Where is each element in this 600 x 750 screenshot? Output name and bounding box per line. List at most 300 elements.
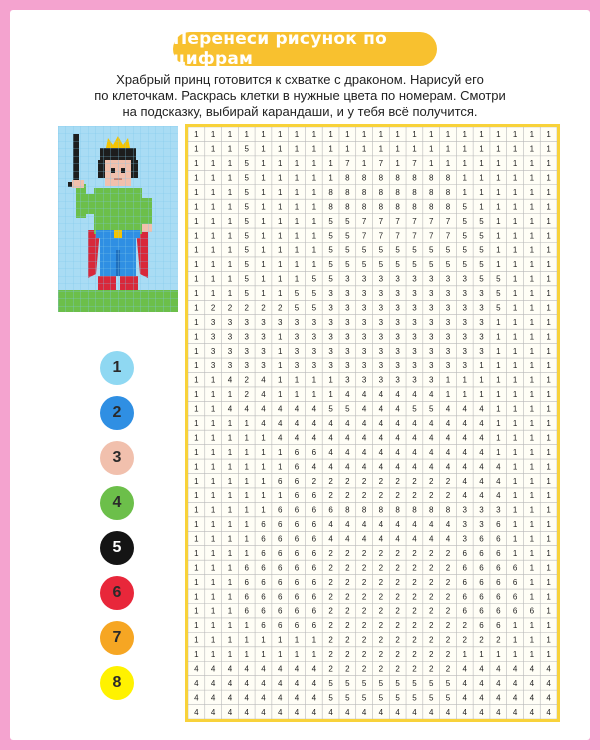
grid-cell[interactable]: 3 [294, 332, 300, 342]
grid-cell[interactable]: 6 [496, 621, 501, 631]
grid-cell[interactable]: 1 [278, 130, 283, 140]
grid-cell[interactable]: 3 [412, 317, 417, 327]
grid-cell[interactable]: 4 [428, 534, 434, 544]
grid-cell[interactable]: 4 [496, 476, 501, 486]
grid-cell[interactable]: 2 [378, 491, 384, 501]
grid-cell[interactable]: 4 [227, 693, 233, 703]
grid-cell[interactable]: 6 [261, 577, 266, 587]
grid-cell[interactable]: 1 [512, 303, 518, 313]
grid-cell[interactable]: 1 [210, 187, 216, 197]
grid-cell[interactable]: 1 [210, 534, 216, 544]
grid-cell[interactable]: 8 [445, 173, 451, 183]
grid-cell[interactable]: 1 [261, 476, 266, 486]
grid-cell[interactable]: 4 [546, 664, 551, 674]
grid-cell[interactable]: 5 [328, 404, 333, 414]
grid-cell[interactable]: 1 [294, 187, 300, 197]
grid-cell[interactable]: 1 [278, 361, 283, 371]
grid-cell[interactable]: 6 [278, 621, 283, 631]
grid-cell[interactable]: 1 [194, 130, 199, 140]
grid-cell[interactable]: 1 [328, 159, 333, 169]
grid-cell[interactable]: 4 [395, 404, 400, 414]
grid-cell[interactable]: 2 [479, 635, 484, 645]
grid-cell[interactable]: 1 [496, 390, 501, 400]
grid-cell[interactable]: 2 [412, 621, 417, 631]
grid-cell[interactable]: 1 [496, 650, 501, 660]
grid-cell[interactable]: 1 [512, 462, 518, 472]
grid-cell[interactable]: 4 [395, 447, 400, 457]
grid-cell[interactable]: 3 [361, 303, 367, 313]
grid-cell[interactable]: 1 [546, 534, 551, 544]
grid-cell[interactable]: 1 [512, 390, 518, 400]
grid-cell[interactable]: 4 [462, 462, 467, 472]
grid-cell[interactable]: 8 [378, 202, 384, 212]
grid-cell[interactable]: 1 [529, 144, 535, 154]
grid-cell[interactable]: 1 [194, 231, 199, 241]
grid-cell[interactable]: 5 [328, 231, 333, 241]
grid-cell[interactable]: 3 [479, 505, 484, 515]
grid-cell[interactable]: 1 [210, 476, 216, 486]
grid-cell[interactable]: 3 [345, 332, 350, 342]
grid-cell[interactable]: 1 [194, 650, 199, 660]
grid-cell[interactable]: 4 [311, 678, 317, 688]
grid-cell[interactable]: 1 [294, 216, 300, 226]
grid-cell[interactable]: 2 [361, 491, 367, 501]
grid-cell[interactable]: 1 [311, 260, 317, 270]
grid-cell[interactable]: 3 [244, 332, 249, 342]
grid-cell[interactable]: 1 [227, 130, 233, 140]
grid-cell[interactable]: 1 [261, 650, 266, 660]
grid-cell[interactable]: 2 [244, 303, 249, 313]
grid-cell[interactable]: 4 [412, 707, 417, 717]
grid-cell[interactable]: 8 [395, 202, 400, 212]
grid-cell[interactable]: 1 [210, 650, 216, 660]
grid-cell[interactable]: 1 [244, 505, 249, 515]
grid-cell[interactable]: 3 [328, 346, 333, 356]
grid-cell[interactable]: 6 [479, 606, 484, 616]
grid-cell[interactable]: 2 [278, 303, 283, 313]
grid-cell[interactable]: 3 [361, 274, 367, 284]
grid-cell[interactable]: 5 [244, 187, 249, 197]
grid-cell[interactable]: 6 [294, 447, 300, 457]
grid-cell[interactable]: 6 [479, 621, 484, 631]
grid-cell[interactable]: 7 [412, 216, 417, 226]
grid-cell[interactable]: 6 [496, 577, 501, 587]
grid-cell[interactable]: 5 [244, 245, 249, 255]
grid-cell[interactable]: 5 [412, 693, 417, 703]
grid-cell[interactable]: 1 [227, 245, 233, 255]
grid-cell[interactable]: 4 [378, 707, 384, 717]
grid-cell[interactable]: 8 [345, 505, 350, 515]
grid-cell[interactable]: 1 [512, 534, 518, 544]
grid-cell[interactable]: 4 [345, 520, 350, 530]
grid-cell[interactable]: 4 [278, 419, 283, 428]
grid-cell[interactable]: 2 [210, 303, 216, 313]
grid-cell[interactable]: 4 [210, 707, 216, 717]
grid-cell[interactable]: 1 [261, 505, 266, 515]
grid-cell[interactable]: 4 [227, 404, 233, 414]
grid-cell[interactable]: 1 [512, 361, 518, 371]
grid-cell[interactable]: 1 [512, 375, 518, 385]
grid-cell[interactable]: 1 [227, 548, 233, 558]
grid-cell[interactable]: 1 [462, 650, 467, 660]
grid-cell[interactable]: 1 [546, 505, 551, 515]
grid-cell[interactable]: 1 [194, 173, 199, 183]
grid-cell[interactable]: 1 [529, 462, 535, 472]
grid-cell[interactable]: 3 [496, 505, 501, 515]
grid-cell[interactable]: 1 [529, 332, 535, 342]
grid-cell[interactable]: 1 [227, 592, 233, 602]
grid-cell[interactable]: 1 [412, 144, 417, 154]
grid-cell[interactable]: 1 [210, 173, 216, 183]
grid-cell[interactable]: 1 [244, 650, 249, 660]
grid-cell[interactable]: 4 [428, 447, 434, 457]
grid-cell[interactable]: 1 [194, 606, 199, 616]
grid-cell[interactable]: 4 [328, 433, 333, 443]
grid-cell[interactable]: 1 [546, 592, 551, 602]
grid-cell[interactable]: 3 [412, 274, 417, 284]
grid-cell[interactable]: 2 [244, 390, 249, 400]
grid-cell[interactable]: 2 [412, 664, 417, 674]
grid-cell[interactable]: 6 [294, 563, 300, 573]
grid-cell[interactable]: 2 [428, 635, 434, 645]
grid-cell[interactable]: 3 [462, 505, 467, 515]
grid-cell[interactable]: 6 [278, 606, 283, 616]
grid-cell[interactable]: 4 [210, 664, 216, 674]
grid-cell[interactable]: 6 [261, 520, 266, 530]
grid-cell[interactable]: 1 [529, 245, 535, 255]
grid-cell[interactable]: 3 [428, 361, 434, 371]
grid-cell[interactable]: 3 [428, 317, 434, 327]
grid-cell[interactable]: 4 [361, 447, 367, 457]
grid-cell[interactable]: 1 [512, 548, 518, 558]
grid-cell[interactable]: 4 [194, 664, 199, 674]
grid-cell[interactable]: 3 [311, 317, 317, 327]
grid-cell[interactable]: 5 [479, 231, 484, 241]
grid-cell[interactable]: 1 [194, 520, 199, 530]
grid-cell[interactable]: 6 [294, 520, 300, 530]
grid-cell[interactable]: 2 [395, 548, 400, 558]
grid-cell[interactable]: 1 [546, 346, 551, 356]
grid-cell[interactable]: 1 [311, 130, 317, 140]
grid-cell[interactable]: 1 [194, 216, 199, 226]
grid-cell[interactable]: 4 [445, 419, 451, 428]
grid-cell[interactable]: 3 [462, 303, 467, 313]
grid-cell[interactable]: 1 [311, 650, 317, 660]
grid-cell[interactable]: 1 [529, 447, 535, 457]
grid-cell[interactable]: 1 [278, 491, 283, 501]
grid-cell[interactable]: 4 [512, 707, 518, 717]
grid-cell[interactable]: 2 [378, 548, 384, 558]
grid-cell[interactable]: 4 [479, 462, 484, 472]
grid-cell[interactable]: 3 [462, 274, 467, 284]
grid-cell[interactable]: 4 [194, 707, 199, 717]
grid-cell[interactable]: 1 [496, 404, 501, 414]
grid-cell[interactable]: 1 [529, 346, 535, 356]
grid-cell[interactable]: 3 [462, 332, 467, 342]
grid-cell[interactable]: 1 [210, 404, 216, 414]
grid-cell[interactable]: 3 [345, 361, 350, 371]
grid-cell[interactable]: 1 [227, 159, 233, 169]
grid-cell[interactable]: 6 [294, 476, 300, 486]
grid-cell[interactable]: 4 [378, 520, 384, 530]
grid-cell[interactable]: 1 [278, 346, 283, 356]
grid-cell[interactable]: 3 [479, 346, 484, 356]
grid-cell[interactable]: 1 [210, 130, 216, 140]
grid-cell[interactable]: 4 [479, 419, 484, 428]
grid-cell[interactable]: 5 [395, 260, 400, 270]
grid-cell[interactable]: 4 [395, 462, 400, 472]
grid-cell[interactable]: 3 [378, 361, 384, 371]
grid-cell[interactable]: 5 [462, 231, 467, 241]
grid-cell[interactable]: 1 [311, 144, 317, 154]
grid-cell[interactable]: 5 [412, 245, 417, 255]
grid-cell[interactable]: 1 [546, 491, 551, 501]
grid-cell[interactable]: 1 [479, 144, 484, 154]
grid-cell[interactable]: 2 [445, 606, 451, 616]
grid-cell[interactable]: 3 [210, 346, 216, 356]
grid-cell[interactable]: 3 [395, 303, 400, 313]
grid-cell[interactable]: 6 [294, 491, 300, 501]
grid-cell[interactable]: 3 [345, 317, 350, 327]
grid-cell[interactable]: 4 [261, 419, 266, 428]
grid-cell[interactable]: 1 [294, 635, 300, 645]
grid-cell[interactable]: 1 [194, 274, 199, 284]
grid-cell[interactable]: 6 [496, 592, 501, 602]
grid-cell[interactable]: 1 [227, 216, 233, 226]
grid-cell[interactable]: 4 [412, 534, 417, 544]
grid-cell[interactable]: 6 [496, 548, 501, 558]
grid-cell[interactable]: 1 [261, 462, 266, 472]
grid-cell[interactable]: 1 [529, 202, 535, 212]
grid-cell[interactable]: 6 [278, 505, 283, 515]
grid-cell[interactable]: 6 [496, 563, 501, 573]
grid-cell[interactable]: 2 [462, 635, 467, 645]
grid-cell[interactable]: 2 [395, 577, 400, 587]
grid-cell[interactable]: 4 [244, 693, 249, 703]
grid-cell[interactable]: 1 [210, 260, 216, 270]
grid-cell[interactable]: 1 [529, 491, 535, 501]
grid-cell[interactable]: 5 [244, 260, 249, 270]
grid-cell[interactable]: 1 [278, 202, 283, 212]
grid-cell[interactable]: 2 [428, 592, 434, 602]
grid-cell[interactable]: 1 [496, 173, 501, 183]
grid-cell[interactable]: 5 [445, 245, 451, 255]
grid-cell[interactable]: 1 [512, 332, 518, 342]
grid-cell[interactable]: 1 [529, 390, 535, 400]
grid-cell[interactable]: 2 [496, 635, 501, 645]
grid-cell[interactable]: 6 [278, 592, 283, 602]
grid-cell[interactable]: 7 [412, 159, 417, 169]
grid-cell[interactable]: 1 [194, 289, 199, 299]
grid-cell[interactable]: 1 [278, 462, 283, 472]
grid-cell[interactable]: 1 [479, 390, 484, 400]
grid-cell[interactable]: 1 [546, 462, 551, 472]
grid-cell[interactable]: 1 [395, 144, 400, 154]
grid-cell[interactable]: 5 [361, 693, 367, 703]
grid-cell[interactable]: 6 [294, 548, 300, 558]
grid-cell[interactable]: 4 [294, 419, 300, 428]
grid-cell[interactable]: 1 [210, 462, 216, 472]
grid-cell[interactable]: 3 [328, 361, 333, 371]
grid-cell[interactable]: 6 [261, 606, 266, 616]
grid-cell[interactable]: 1 [244, 548, 249, 558]
grid-cell[interactable]: 3 [244, 361, 249, 371]
grid-cell[interactable]: 6 [512, 577, 518, 587]
grid-cell[interactable]: 5 [311, 303, 317, 313]
grid-cell[interactable]: 4 [328, 520, 333, 530]
grid-cell[interactable]: 1 [529, 317, 535, 327]
grid-cell[interactable]: 5 [496, 303, 501, 313]
grid-cell[interactable]: 1 [496, 202, 501, 212]
grid-cell[interactable]: 3 [462, 346, 467, 356]
grid-cell[interactable]: 1 [278, 245, 283, 255]
grid-cell[interactable]: 6 [328, 505, 333, 515]
grid-cell[interactable]: 2 [395, 650, 400, 660]
grid-cell[interactable]: 1 [194, 577, 199, 587]
grid-cell[interactable]: 4 [278, 433, 283, 443]
grid-cell[interactable]: 2 [328, 621, 333, 631]
grid-cell[interactable]: 4 [345, 534, 350, 544]
grid-cell[interactable]: 1 [512, 650, 518, 660]
grid-cell[interactable]: 2 [378, 650, 384, 660]
grid-cell[interactable]: 2 [428, 476, 434, 486]
grid-cell[interactable]: 3 [261, 317, 266, 327]
grid-cell[interactable]: 1 [194, 346, 199, 356]
grid-cell[interactable]: 1 [261, 202, 266, 212]
grid-cell[interactable]: 1 [512, 289, 518, 299]
grid-cell[interactable]: 4 [496, 693, 501, 703]
grid-cell[interactable]: 4 [512, 693, 518, 703]
grid-cell[interactable]: 1 [278, 274, 283, 284]
grid-cell[interactable]: 5 [428, 693, 434, 703]
grid-cell[interactable]: 4 [378, 404, 384, 414]
grid-cell[interactable]: 5 [412, 404, 417, 414]
grid-cell[interactable]: 4 [345, 390, 350, 400]
grid-cell[interactable]: 1 [194, 505, 199, 515]
grid-cell[interactable]: 2 [378, 563, 384, 573]
grid-cell[interactable]: 1 [227, 274, 233, 284]
grid-cell[interactable]: 1 [194, 548, 199, 558]
grid-cell[interactable]: 1 [227, 144, 233, 154]
grid-cell[interactable]: 1 [278, 144, 283, 154]
grid-cell[interactable]: 1 [227, 390, 233, 400]
grid-cell[interactable]: 1 [210, 606, 216, 616]
grid-cell[interactable]: 1 [428, 130, 434, 140]
grid-cell[interactable]: 6 [512, 606, 518, 616]
grid-cell[interactable]: 1 [361, 159, 367, 169]
grid-cell[interactable]: 1 [311, 216, 317, 226]
grid-cell[interactable]: 2 [395, 592, 400, 602]
grid-cell[interactable]: 2 [428, 548, 434, 558]
grid-cell[interactable]: 3 [227, 361, 233, 371]
grid-cell[interactable]: 1 [210, 447, 216, 457]
grid-cell[interactable]: 1 [496, 419, 501, 428]
grid-cell[interactable]: 5 [328, 693, 333, 703]
grid-cell[interactable]: 1 [512, 419, 518, 428]
grid-cell[interactable]: 2 [361, 548, 367, 558]
grid-cell[interactable]: 1 [529, 173, 535, 183]
grid-cell[interactable]: 4 [462, 476, 467, 486]
grid-cell[interactable]: 4 [462, 707, 467, 717]
grid-cell[interactable]: 1 [546, 433, 551, 443]
grid-cell[interactable]: 1 [194, 433, 199, 443]
grid-cell[interactable]: 1 [244, 419, 249, 428]
grid-cell[interactable]: 1 [512, 173, 518, 183]
grid-cell[interactable]: 1 [546, 361, 551, 371]
grid-cell[interactable]: 1 [546, 173, 551, 183]
grid-cell[interactable]: 1 [294, 375, 300, 385]
grid-cell[interactable]: 5 [345, 231, 350, 241]
grid-cell[interactable]: 1 [479, 375, 484, 385]
grid-cell[interactable]: 4 [412, 520, 417, 530]
grid-cell[interactable]: 3 [445, 303, 451, 313]
grid-cell[interactable]: 4 [496, 707, 501, 717]
grid-cell[interactable]: 1 [361, 144, 367, 154]
grid-cell[interactable]: 1 [294, 173, 300, 183]
grid-cell[interactable]: 1 [512, 231, 518, 241]
grid-cell[interactable]: 1 [244, 433, 249, 443]
grid-cell[interactable]: 6 [294, 606, 300, 616]
grid-cell[interactable]: 1 [210, 419, 216, 428]
grid-cell[interactable]: 3 [210, 332, 216, 342]
grid-cell[interactable]: 1 [261, 159, 266, 169]
grid-cell[interactable]: 3 [244, 317, 249, 327]
grid-cell[interactable]: 2 [361, 476, 367, 486]
grid-cell[interactable]: 4 [395, 419, 400, 428]
grid-cell[interactable]: 2 [445, 621, 451, 631]
grid-cell[interactable]: 1 [345, 130, 350, 140]
grid-cell[interactable]: 1 [278, 216, 283, 226]
grid-cell[interactable]: 5 [428, 245, 434, 255]
grid-cell[interactable]: 2 [395, 635, 400, 645]
grid-cell[interactable]: 1 [261, 289, 266, 299]
grid-cell[interactable]: 1 [546, 390, 551, 400]
grid-cell[interactable]: 1 [529, 635, 535, 645]
grid-cell[interactable]: 4 [261, 404, 266, 414]
grid-cell[interactable]: 6 [479, 548, 484, 558]
grid-cell[interactable]: 1 [546, 245, 551, 255]
grid-cell[interactable]: 4 [378, 534, 384, 544]
grid-cell[interactable]: 5 [479, 245, 484, 255]
grid-cell[interactable]: 4 [496, 491, 501, 501]
grid-cell[interactable]: 2 [445, 476, 451, 486]
grid-cell[interactable]: 2 [395, 606, 400, 616]
grid-cell[interactable]: 3 [479, 317, 484, 327]
grid-cell[interactable]: 1 [194, 317, 199, 327]
grid-cell[interactable]: 4 [328, 707, 333, 717]
grid-cell[interactable]: 3 [261, 332, 266, 342]
grid-cell[interactable]: 1 [278, 375, 283, 385]
grid-cell[interactable]: 4 [445, 534, 451, 544]
grid-cell[interactable]: 1 [529, 548, 535, 558]
grid-cell[interactable]: 1 [529, 159, 535, 169]
grid-cell[interactable]: 2 [378, 476, 384, 486]
grid-cell[interactable]: 6 [311, 520, 317, 530]
grid-cell[interactable]: 3 [345, 274, 350, 284]
grid-cell[interactable]: 2 [395, 621, 400, 631]
grid-cell[interactable]: 1 [462, 187, 467, 197]
grid-cell[interactable]: 4 [261, 707, 266, 717]
grid-cell[interactable]: 3 [328, 289, 333, 299]
grid-cell[interactable]: 4 [294, 678, 300, 688]
grid-cell[interactable]: 5 [345, 245, 350, 255]
grid-cell[interactable]: 4 [428, 520, 434, 530]
grid-cell[interactable]: 6 [512, 563, 518, 573]
grid-cell[interactable]: 4 [529, 678, 535, 688]
grid-cell[interactable]: 4 [361, 462, 367, 472]
grid-cell[interactable]: 6 [244, 592, 249, 602]
grid-cell[interactable]: 1 [529, 231, 535, 241]
